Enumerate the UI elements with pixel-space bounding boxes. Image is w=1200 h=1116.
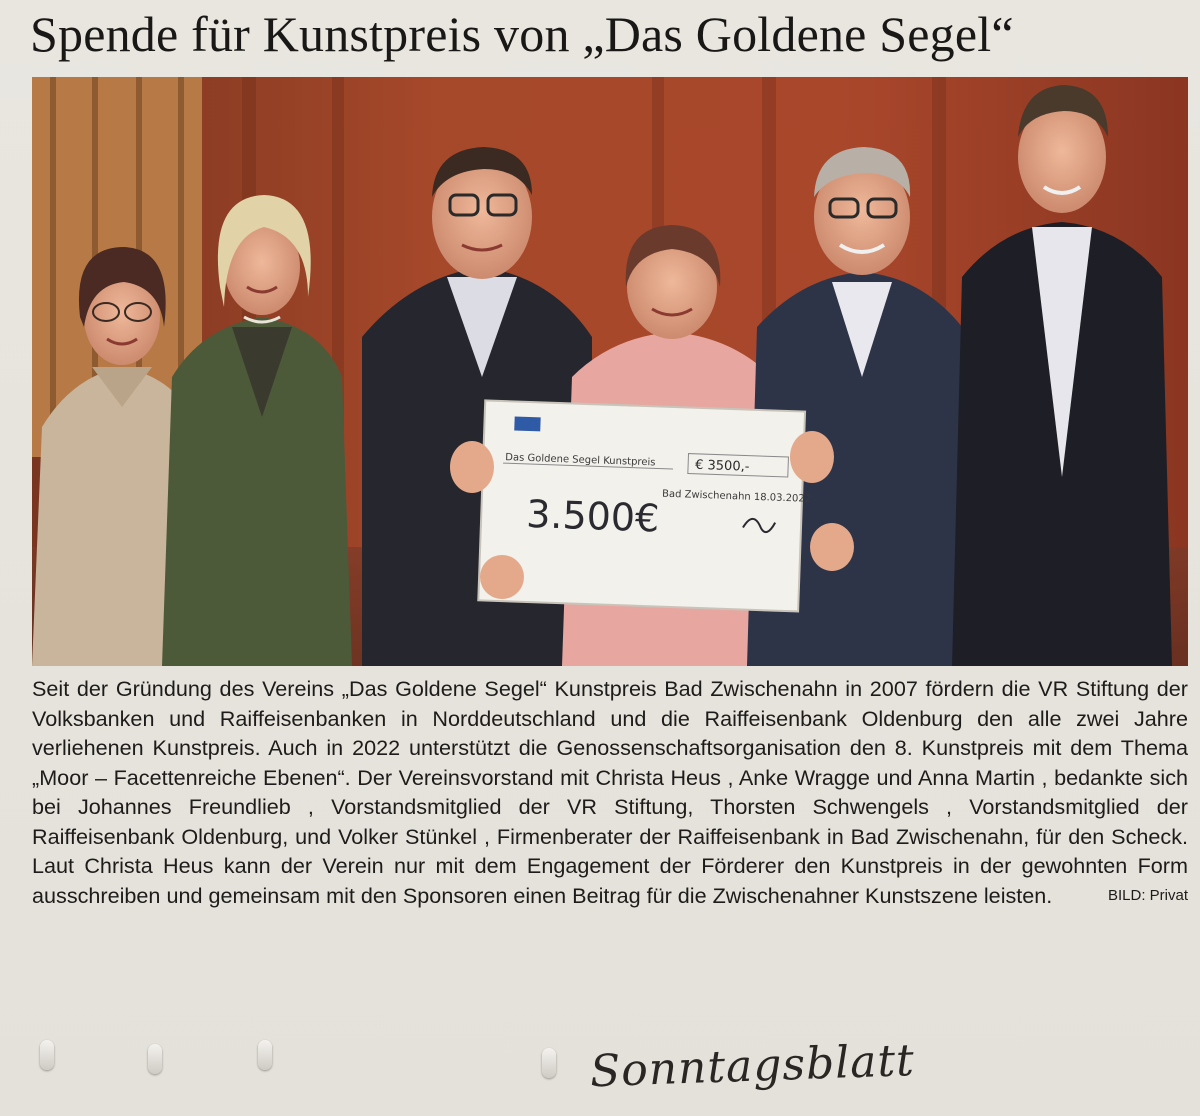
check-payee: Das Goldene Segel Kunstpreis [505,452,656,469]
check-place-date: Bad Zwischenahn 18.03.2022 [661,488,812,505]
check-amount: 3.500€ [525,491,660,541]
source-signature: Sonntagsblatt [589,1035,916,1098]
photo-credit: BILD: Privat [1107,886,1188,904]
article-photo [32,77,1188,666]
headline: Spende für Kunstpreis von „Das Goldene Segel“ [30,6,1014,62]
article-caption [32,674,1188,994]
check-small-amount: € 3500,- [694,457,750,475]
caption-text: Seit der Gründung des Vereins „Das Goldene Segel“ Kunstpreis Bad Zwischenahn in 2007 fördern die VR Stiftung der Volksbanken und Raiffeisenbanken in Norddeutschland und die Raiffeisenbank Oldenburg den alle zwei Jahre verliehenen Kunstpreis. Auch in 2022 unterstützt die Genossenschaftsorganisation den 8. Kunstpreis mit dem Thema „Moor – Facettenreiche Ebenen“. Der Vereinsvorstand mit Christa Heus , Anke Wragge und Anna Martin , bedankte sich bei Johannes Freundlieb , Vorstandsmitglied der VR Stiftung, Thorsten Schwengels , Vorstandsmitglied der Raiffeisenbank Oldenburg, und Volker Stünkel , Firmenberater der Raiffeisenbank in Bad Zwischenahn, für den Scheck. Laut Christa Heus kann der Verein nur mit dem Engagement der Förderer den Kunstpreis in der gewohnten Form ausschreiben und gemeinsam mit den Sponsoren einen Beitrag für die Zwischenahner Kunstszene leisten. [32,676,1188,908]
donation-check [478,400,814,611]
